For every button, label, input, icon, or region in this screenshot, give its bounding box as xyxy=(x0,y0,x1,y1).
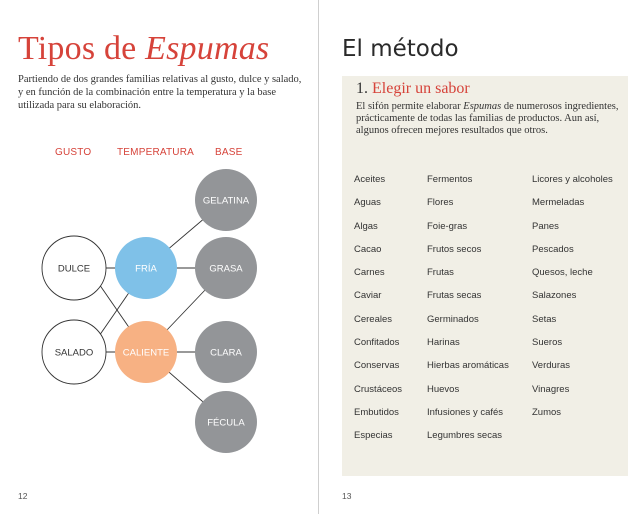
ingredient-item: Vinagres xyxy=(532,383,570,395)
title-main: Tipos de xyxy=(18,30,146,67)
page-number-left: 12 xyxy=(18,491,28,501)
node-caliente-label: CALIENTE xyxy=(122,347,170,359)
title-emphasis: Espumas xyxy=(145,30,270,67)
desc-before: El sifón permite elaborar xyxy=(356,101,464,112)
ingredients-column-3 xyxy=(532,174,613,430)
node-grasa-label: GRASA xyxy=(209,263,243,275)
ingredient-item: Confitados xyxy=(354,337,400,349)
ingredient-item: Germinados xyxy=(427,313,479,325)
ingredient-item: Verduras xyxy=(532,360,571,372)
desc-emphasis: Espumas xyxy=(463,101,502,112)
ingredient-item: Zumos xyxy=(532,406,562,418)
ingredient-item: Crustáceos xyxy=(354,383,403,395)
node-fria-label: FRÍA xyxy=(135,263,157,275)
node-salado-label: SALADO xyxy=(54,347,94,359)
ingredients-column-2 xyxy=(427,174,509,454)
ingredient-item: Salazones xyxy=(532,290,577,302)
ingredient-item: Embutidos xyxy=(354,406,399,418)
step-title: Elegir un sabor xyxy=(368,80,470,97)
node-gelatina-label: GELATINA xyxy=(202,195,250,207)
diagram-connectors xyxy=(88,200,226,422)
ingredient-item: Conservas xyxy=(354,360,400,372)
step-description xyxy=(356,101,622,137)
node-dulce-label: DULCE xyxy=(57,263,91,275)
ingredient-item: Especias xyxy=(354,430,393,442)
ingredient-item: Fermentos xyxy=(427,174,473,185)
ingredient-item: Huevos xyxy=(427,383,460,395)
page-number-right: 13 xyxy=(342,491,352,501)
ingredient-item: Panes xyxy=(532,220,559,232)
ingredient-item: Licores y alcoholes xyxy=(532,174,613,185)
right-page-title: El método xyxy=(342,36,459,62)
ingredient-item: Flores xyxy=(427,197,454,209)
column-header-base: BASE xyxy=(215,147,243,158)
left-page xyxy=(0,0,318,514)
ingredient-item: Quesos, leche xyxy=(532,267,593,279)
ingredient-item: Infusiones y cafés xyxy=(427,406,504,418)
ingredient-item: Frutas xyxy=(427,267,454,279)
ingredient-item: Mermeladas xyxy=(532,197,585,209)
step-heading xyxy=(356,80,470,98)
ingredient-item: Aceites xyxy=(354,174,386,185)
ingredient-item: Setas xyxy=(532,313,557,325)
espumas-diagram xyxy=(0,0,318,514)
ingredient-item: Carnes xyxy=(354,267,385,279)
node-fecula-label: FÉCULA xyxy=(207,417,245,429)
ingredient-item: Cacao xyxy=(354,243,382,255)
ingredient-item: Legumbres secas xyxy=(427,430,502,442)
column-header-gusto: GUSTO xyxy=(55,147,92,158)
ingredient-item: Frutos secos xyxy=(427,243,482,255)
ingredient-item: Sueros xyxy=(532,337,563,349)
node-clara-label: CLARA xyxy=(210,347,242,359)
step-number: 1. xyxy=(356,80,368,97)
ingredients-column-1 xyxy=(354,174,402,454)
ingredient-item: Cereales xyxy=(354,313,393,325)
ingredient-item: Hierbas aromáticas xyxy=(427,360,509,372)
ingredient-item: Harinas xyxy=(427,337,460,349)
left-page-intro: Partiendo de dos grandes familias relativas al gusto, dulce y salado, y en función de la combinación entre la temperatura y la base utilizada para su elaboración. xyxy=(18,74,302,111)
ingredient-item: Foie-gras xyxy=(427,220,468,232)
desc-after: de numerosos ingredientes, prácticamente de todas las familias de productos. Aun así, algunos ofrecen mejores resultados que otros. xyxy=(356,101,619,136)
ingredient-item: Pescados xyxy=(532,243,574,255)
ingredient-item: Frutas secas xyxy=(427,290,482,302)
ingredient-item: Algas xyxy=(354,220,378,232)
ingredient-item: Aguas xyxy=(354,197,381,209)
column-header-temperatura: TEMPERATURA xyxy=(117,147,195,158)
ingredient-item: Caviar xyxy=(354,290,382,302)
